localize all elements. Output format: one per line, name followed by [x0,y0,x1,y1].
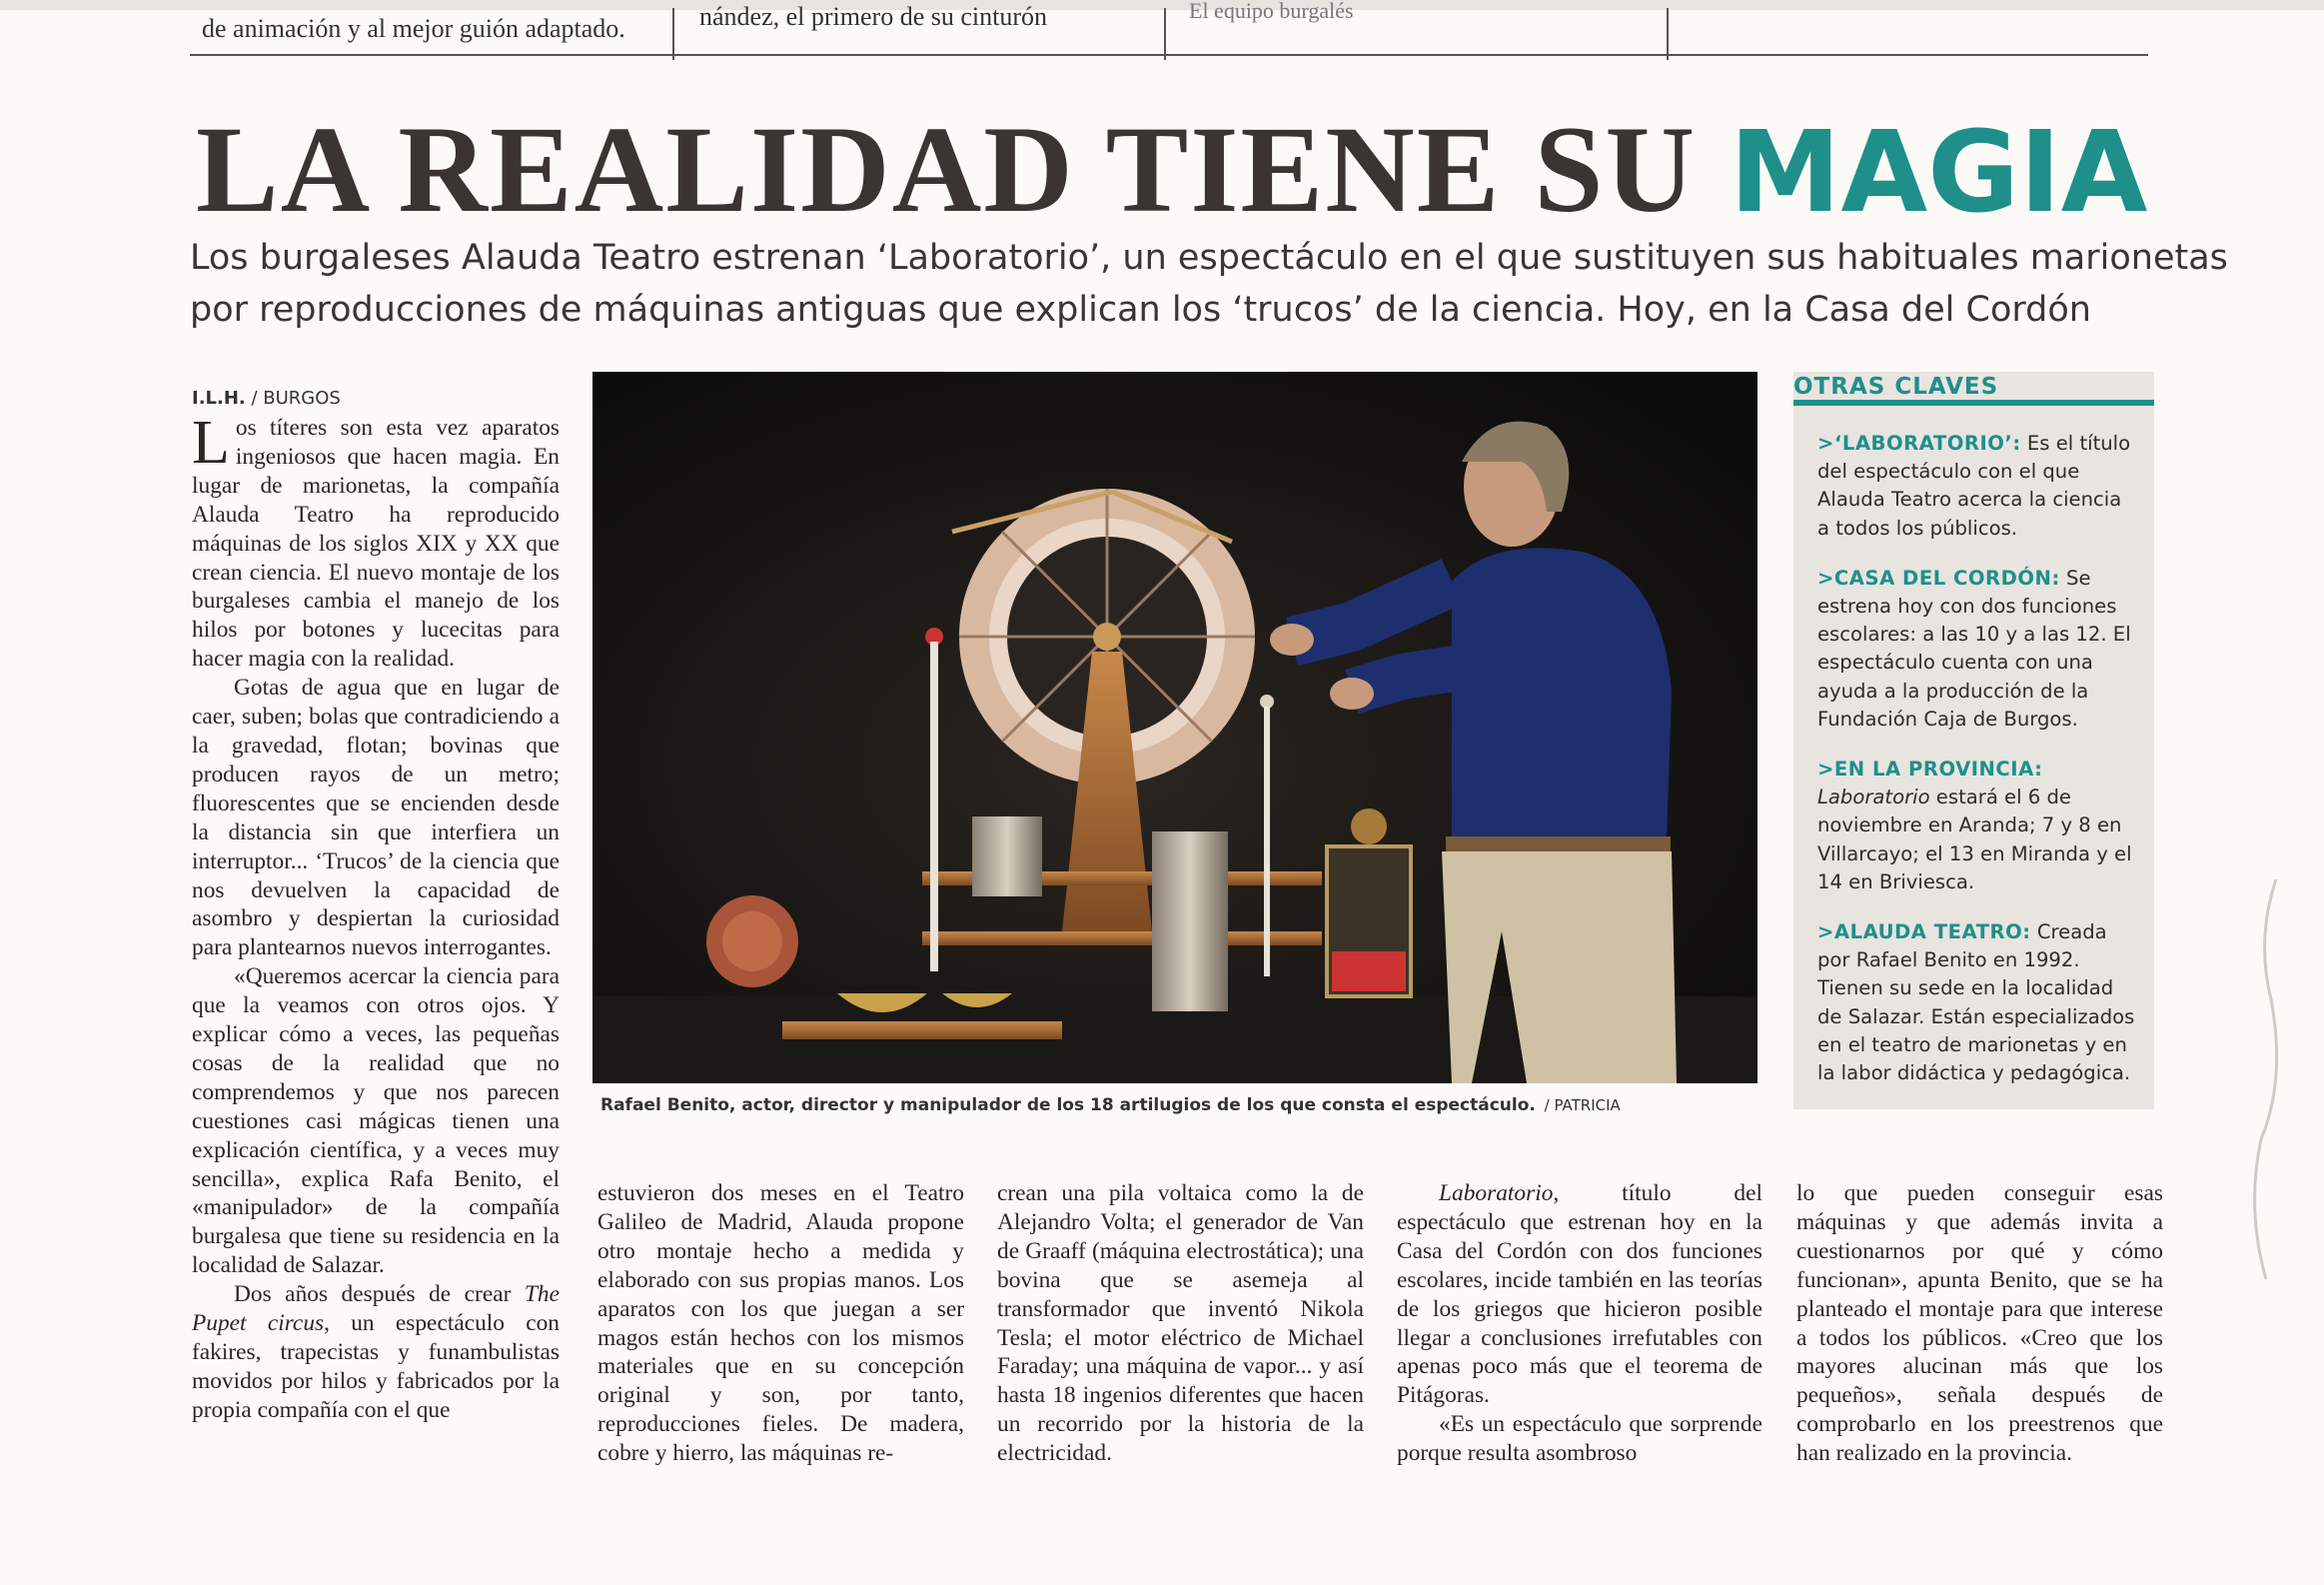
subheadline [190,232,2228,336]
drop-cap: L [192,409,230,477]
item-text: estará el 6 de noviembre en Aranda; 7 y 8 en Villarcayo; el 13 en Miranda y el 14 en Briviesca. [1817,786,2132,893]
subheadline-line-2: por reproducciones de máquinas antiguas que explican los ‘trucos’ de la ciencia. Hoy, en la Casa del Cordón [190,290,2091,330]
article-column-5 [1796,1179,2163,1468]
show-title: The Pupet circus [192,1281,560,1337]
sidebar-item-alauda-teatro [1817,918,2137,1087]
headline [196,101,2148,238]
sidebar-item-laboratorio [1817,430,2137,543]
article-column-3 [997,1179,1364,1468]
article-column-4 [1397,1179,1762,1468]
caption-text: Rafael Benito, actor, director y manipulador de los 18 artilugios de los que consta el espectáculo. [600,1095,1536,1115]
item-label: >ALAUDA TEATRO: [1817,920,2031,944]
previous-article-strip [190,0,2148,56]
fragment-2: nández, el primero de su cinturón [699,2,1047,31]
sidebar-item-casa-del-cordon [1817,565,2137,734]
paragraph: Laboratorio, título del espectáculo que estrenan hoy en la Casa del Cordón con dos funciones escolares, incide también en las teorías de los griegos que hicieron posible llegar a conclusiones irrefutables con apenas poco más que el teorema de Pitágoras. [1397,1180,1762,1409]
item-show-title: Laboratorio [1817,786,1930,809]
show-title: Laboratorio [1439,1180,1554,1206]
fragment-3: El equipo burgalés [1189,0,1354,23]
subheadline-line-1: Los burgaleses Alauda Teatro estrenan ‘Laboratorio’, un espectáculo en el que sustituyen sus habituales marionetas [190,238,2228,278]
paragraph: Gotas de agua que en lugar de caer, suben; bolas que contradiciendo a la gravedad, flotan; bovinas que producen rayos de un metro; fluorescentes que se encienden desde la distancia sin que interfiera un interruptor... ‘Trucos’ de la ciencia que nos devuelven la capacidad de asombro y despiertan la curiosidad para plantearnos nuevos interrogantes. [192,675,560,961]
item-label: >CASA DEL CORDÓN: [1817,566,2060,590]
fragment-1: de animación y al mejor guión adaptado. [202,14,625,43]
paragraph: «Es un espectáculo que sorprende porque resulta asombroso [1397,1411,1762,1467]
stage-photo [592,372,1757,1083]
byline-place: / BURGOS [245,388,341,409]
article-column-2 [597,1179,964,1468]
headline-accent: MAGIA [1730,108,2148,238]
item-label: >EN LA PROVINCIA: [1817,758,2043,782]
byline-author: I.L.H. [192,388,246,409]
sidebar-title: OTRAS CLAVES [1793,374,1999,400]
item-text: Es el título del espectáculo con el que Alauda Teatro acerca la ciencia a todos los públicos. [1817,432,2131,540]
paragraph: Dos años después de crear The Pupet circus, un espectáculo con fakires, trapecistas y funambulistas movidos por hilos y fabricados por la propia compañía con el que [192,1281,561,1423]
paragraph: lo que pueden conseguir esas máquinas y que además invita a cuestionarnos por qué y cómo funcionan», apunta Benito, que se ha planteado el montaje para que interese a todos los públicos. «Creo que los mayores alucinan más que los pequeños», señala después de comprobarlo en los preestrenos que han realizado en la provincia. [1796,1180,2163,1467]
column-rule [1164,8,1166,60]
column-rule [672,8,674,60]
paragraph: «Queremos acercar la ciencia para que la veamos con otros ojos. Y explicar cómo a veces, las pequeñas cosas de la realidad que no comprendemos y que nos parecen cuestiones casi mágicas tienen una explicación científica, y a veces muy sencilla», explica Rafa Benito, el «manipulador» de la compañía burgalesa que tiene su residencia en la localidad de Salazar. [192,963,560,1279]
article-column-1 [192,409,561,1425]
sidebar-items [1817,430,2137,1109]
byline [192,388,341,409]
photo-credit: / PATRICIA [1539,1096,1621,1114]
sidebar-accent-bar [1793,400,2154,406]
item-text: Se estrena hoy con dos funciones escolares: a las 10 y a las 12. El espectáculo cuenta con una ayuda a la producción de la Fundación Caja de Burgos. [1817,566,2131,731]
torn-paper-edge [2236,879,2306,1279]
column-rule [1667,8,1669,60]
paragraph: crean una pila voltaica como la de Alejandro Volta; el generador de Van de Graaff (máquina electrostática); una bovina que se asemeja al transformador que inventó Nikola Tesla; el motor eléctrico de Michael Faraday; una máquina de vapor... y así hasta 18 ingenios diferentes que hacen un recorrido por la historia de la electricidad. [997,1180,1364,1467]
sidebar-otras-claves [1793,372,2154,1109]
sidebar-header [1793,372,2154,410]
item-text: Creada por Rafael Benito en 1992. Tienen su sede en la localidad de Salazar. Están especializados en el teatro de marionetas y en la labor didáctica y pedagógica. [1817,920,2135,1085]
item-label: >‘LABORATORIO’: [1817,432,2021,455]
paragraph: Los títeres son esta vez aparatos ingeniosos que hacen magia. En lugar de marionetas, la compañía Alauda Teatro ha reproducido máquinas de los siglos XIX y XX que crean ciencia. El nuevo montaje de los burgaleses cambia el manejo de los hilos por botones y lucecitas para hacer magia con la realidad. [192,409,560,673]
paragraph: estuvieron dos meses en el Teatro Galileo de Madrid, Alauda propone otro montaje hecho a medida y elaborado con sus propias manos. Los aparatos con los que juegan a ser magos están hechos con los mismos materiales que en su concepción original y son, por tanto, reproducciones fieles. De madera, cobre y hierro, las máquinas re- [597,1180,964,1467]
photo-illustration [592,372,1757,1083]
headline-main: LA REALIDAD TIENE SU [196,101,1731,238]
photo-caption [600,1095,1621,1115]
sidebar-item-en-la-provincia [1817,756,2137,896]
